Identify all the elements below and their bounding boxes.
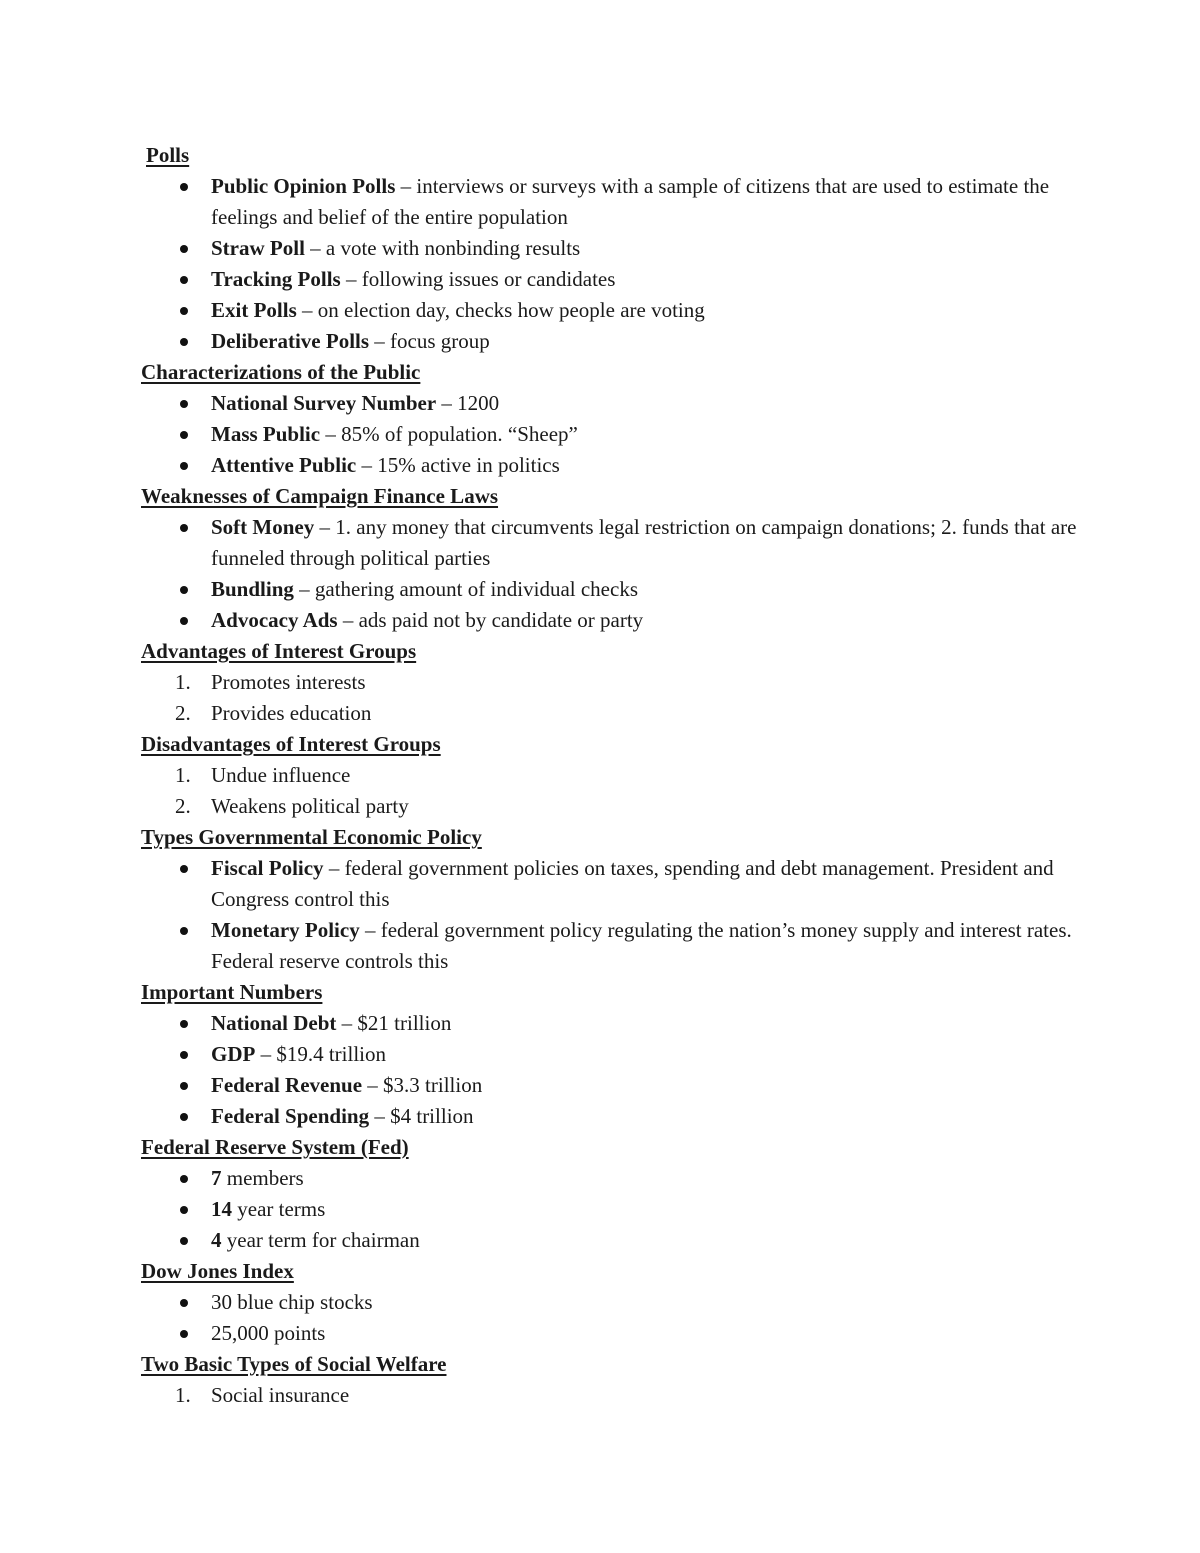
definition: – following issues or candidates xyxy=(340,267,616,291)
list-item xyxy=(175,760,1100,791)
section-disadvantages-of-interest-groups xyxy=(141,729,1100,822)
definition: year term for chairman xyxy=(221,1228,420,1252)
term: 4 xyxy=(211,1228,222,1252)
item-number: 1. xyxy=(175,763,191,787)
term: National Survey Number xyxy=(211,391,437,415)
list-item xyxy=(211,388,1100,419)
section-heading: Weaknesses of Campaign Finance Laws xyxy=(141,484,499,508)
item-number: 1. xyxy=(175,670,191,694)
item-text: Provides education xyxy=(211,701,372,725)
list-item xyxy=(211,574,1100,605)
item-number: 1. xyxy=(175,1383,191,1407)
list-item xyxy=(211,1194,1100,1225)
list-item xyxy=(211,419,1100,450)
term: Public Opinion Polls xyxy=(211,174,396,198)
bullet-list xyxy=(141,853,1100,977)
list-item xyxy=(211,450,1100,481)
section-heading: Disadvantages of Interest Groups xyxy=(141,732,441,756)
bullet-list xyxy=(141,388,1100,481)
definition: – 1. any money that circumvents legal restriction on campaign donations; 2. funds that are funneled through political parties xyxy=(211,515,1077,570)
term: 7 xyxy=(211,1166,222,1190)
section-heading: Types Governmental Economic Policy xyxy=(141,825,482,849)
item-text: Promotes interests xyxy=(211,670,366,694)
section-heading: Dow Jones Index xyxy=(141,1259,294,1283)
section-advantages-of-interest-groups xyxy=(141,636,1100,729)
list-item xyxy=(175,791,1100,822)
list-item xyxy=(211,1039,1100,1070)
definition: – $19.4 trillion xyxy=(255,1042,386,1066)
definition: – interviews or surveys with a sample of citizens that are used to estimate the feelings and belief of the entire population xyxy=(211,174,1050,229)
definition: – 15% active in politics xyxy=(356,453,560,477)
section-polls xyxy=(141,140,1100,357)
term: Tracking Polls xyxy=(211,267,341,291)
definition: members xyxy=(221,1166,304,1190)
bullet-list xyxy=(141,1287,1100,1349)
section-heading: Advantages of Interest Groups xyxy=(141,639,417,663)
numbered-list xyxy=(141,1380,1100,1411)
definition: – gathering amount of individual checks xyxy=(293,577,638,601)
section-characterizations-of-the-public xyxy=(141,357,1100,481)
list-item xyxy=(211,295,1100,326)
list-item xyxy=(211,1008,1100,1039)
list-item xyxy=(211,1101,1100,1132)
list-item xyxy=(175,698,1100,729)
term: Monetary Policy xyxy=(211,918,360,942)
term: Advocacy Ads xyxy=(211,608,338,632)
section-important-numbers xyxy=(141,977,1100,1132)
term: Bundling xyxy=(211,577,294,601)
term: Straw Poll xyxy=(211,236,305,260)
list-item xyxy=(211,1163,1100,1194)
section-federal-reserve-system xyxy=(141,1132,1100,1256)
list-item xyxy=(211,171,1100,233)
bullet-list xyxy=(141,1163,1100,1256)
item-text: Social insurance xyxy=(211,1383,350,1407)
definition: – $21 trillion xyxy=(336,1011,452,1035)
item-text: Weakens political party xyxy=(211,794,409,818)
item-text: 30 blue chip stocks xyxy=(211,1290,373,1314)
list-item xyxy=(211,605,1100,636)
item-number: 2. xyxy=(175,701,191,725)
section-weaknesses-of-campaign-finance-laws xyxy=(141,481,1100,636)
bullet-list xyxy=(141,1008,1100,1132)
definition: year terms xyxy=(232,1197,326,1221)
list-item xyxy=(211,853,1100,915)
definition: – federal government policy regulating the nation’s money supply and interest rates. Federal reserve controls this xyxy=(211,918,1072,973)
term: National Debt xyxy=(211,1011,337,1035)
section-two-basic-types-of-social-welfare xyxy=(141,1349,1100,1411)
definition: – ads paid not by candidate or party xyxy=(337,608,644,632)
section-dow-jones-index xyxy=(141,1256,1100,1349)
definition: – federal government policies on taxes, spending and debt management. President and Congress control this xyxy=(211,856,1054,911)
term: Mass Public xyxy=(211,422,321,446)
item-text: Undue influence xyxy=(211,763,351,787)
list-item xyxy=(175,1380,1100,1411)
definition: – focus group xyxy=(369,329,490,353)
definition: – $4 trillion xyxy=(369,1104,474,1128)
definition: – a vote with nonbinding results xyxy=(304,236,581,260)
definition: – 85% of population. “Sheep” xyxy=(320,422,578,446)
section-heading: Characterizations of the Public xyxy=(141,360,421,384)
item-text: 25,000 points xyxy=(211,1321,326,1345)
term: Exit Polls xyxy=(211,298,297,322)
term: Attentive Public xyxy=(211,453,357,477)
section-types-governmental-economic-policy xyxy=(141,822,1100,977)
section-heading: Important Numbers xyxy=(141,980,323,1004)
list-item xyxy=(211,1070,1100,1101)
list-item xyxy=(211,512,1100,574)
list-item xyxy=(211,1287,1100,1318)
numbered-list xyxy=(141,667,1100,729)
list-item xyxy=(211,233,1100,264)
section-heading: Polls xyxy=(146,143,190,167)
bullet-list xyxy=(141,171,1100,357)
term: Federal Revenue xyxy=(211,1073,363,1097)
numbered-list xyxy=(141,760,1100,822)
term: GDP xyxy=(211,1042,256,1066)
term: Fiscal Policy xyxy=(211,856,324,880)
section-heading: Federal Reserve System (Fed) xyxy=(141,1135,409,1159)
term: Soft Money xyxy=(211,515,315,539)
definition: – $3.3 trillion xyxy=(362,1073,483,1097)
term: 14 xyxy=(211,1197,232,1221)
list-item xyxy=(211,915,1100,977)
bullet-list xyxy=(141,512,1100,636)
section-heading: Two Basic Types of Social Welfare xyxy=(141,1352,447,1376)
list-item xyxy=(211,1225,1100,1256)
list-item xyxy=(175,667,1100,698)
item-number: 2. xyxy=(175,794,191,818)
list-item xyxy=(211,326,1100,357)
term: Federal Spending xyxy=(211,1104,370,1128)
list-item xyxy=(211,1318,1100,1349)
definition: – on election day, checks how people are voting xyxy=(296,298,705,322)
term: Deliberative Polls xyxy=(211,329,370,353)
list-item xyxy=(211,264,1100,295)
definition: – 1200 xyxy=(436,391,500,415)
